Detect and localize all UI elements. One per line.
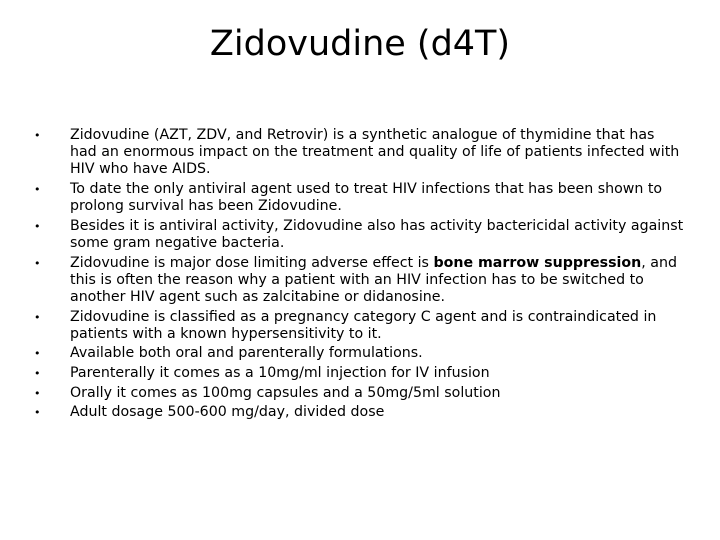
bullet-text: Available both oral and parenterally formulations. bbox=[70, 345, 423, 362]
bullet-item bbox=[34, 385, 684, 402]
bullet-icon: • bbox=[34, 256, 41, 270]
bullet-icon: • bbox=[34, 386, 41, 400]
bullet-icon: • bbox=[34, 406, 41, 420]
bullet-item bbox=[34, 365, 684, 382]
bullet-text: Besides it is antiviral activity, Zidovudine also has activity bactericidal activity against some gram negative bacteria. bbox=[70, 217, 684, 251]
bullet-icon: • bbox=[34, 366, 41, 380]
bullet-icon: • bbox=[34, 129, 41, 142]
bullet-icon: • bbox=[34, 219, 41, 233]
slide-title: Zidovudine (d4T) bbox=[209, 24, 511, 64]
bullet-item bbox=[34, 345, 684, 362]
bullet-text: To date the only antiviral agent used to treat HIV infections that has been shown to prolong survival has been Zidovudine. bbox=[70, 181, 663, 215]
bullet-text-before: Zidovudine is major dose limiting adverse effect is bbox=[70, 254, 434, 271]
bullet-item bbox=[34, 404, 684, 421]
bullet-icon: • bbox=[34, 347, 41, 361]
bullet-text: Zidovudine (AZT, ZDV, and Retrovir) is a synthetic analogue of thymidine that has had an enormous impact on the treatment and quality of life of patients infected with HIV who have AIDS. bbox=[70, 127, 680, 178]
bullet-text: Parenterally it comes as a 10mg/ml injection for IV infusion bbox=[70, 364, 490, 381]
bullet-text: Orally it comes as 100mg capsules and a 50mg/5ml solution bbox=[70, 384, 501, 401]
bullet-item bbox=[34, 181, 684, 215]
bullet-icon: • bbox=[34, 183, 41, 196]
bullet-item bbox=[34, 127, 684, 179]
bullet-item bbox=[34, 218, 684, 252]
bullet-icon: • bbox=[34, 310, 41, 324]
bullet-list bbox=[34, 127, 684, 424]
bullet-item bbox=[34, 255, 684, 307]
bullet-text-bold: bone marrow suppression bbox=[433, 254, 642, 271]
bullet-text: Zidovudine is classified as a pregnancy category C agent and is contraindicated in patients with a known hypersensitivity to it. bbox=[70, 308, 657, 342]
bullet-item bbox=[34, 309, 684, 343]
bullet-text-after: , and this is often the reason why a patient with an HIV infection has to be switched to another HIV agent such as zalcitabine or didanosine. bbox=[70, 254, 677, 305]
bullet-text: Adult dosage 500-600 mg/day, divided dose bbox=[70, 404, 385, 421]
